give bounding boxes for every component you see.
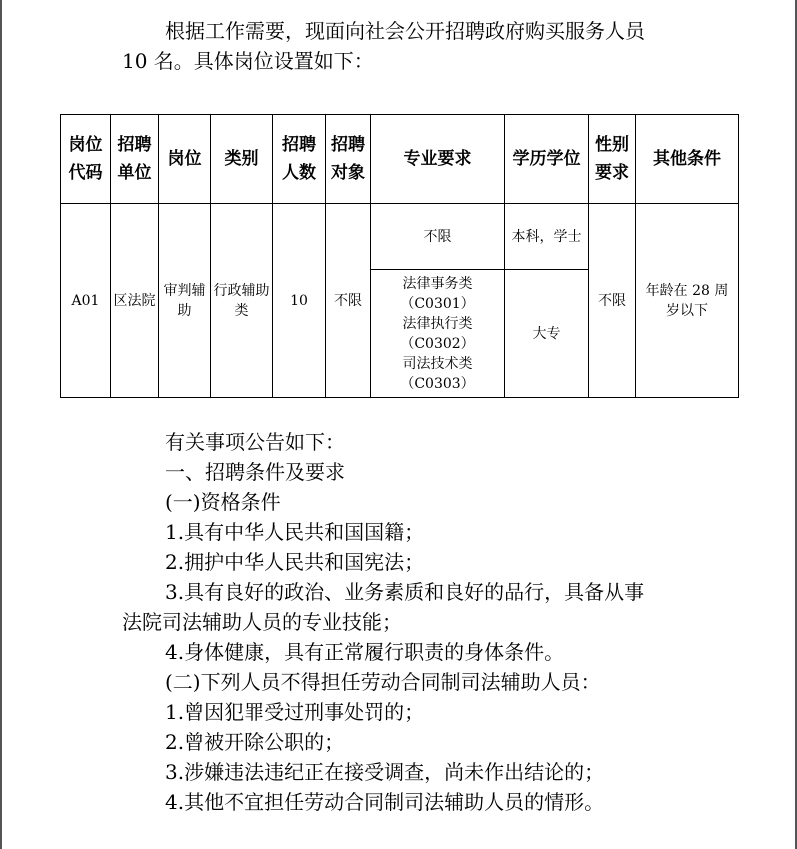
intro-line-2: 10 名。具体岗位设置如下： (122, 49, 374, 73)
list-item-continuation: 法院司法辅助人员的专业技能； (122, 610, 402, 634)
header-position-code: 岗位 代码 (61, 115, 111, 204)
page-edge-left (0, 0, 2, 849)
cell-position-code: A01 (61, 204, 111, 398)
table-row (61, 204, 739, 270)
cell-other: 年龄在 28 周岁以下 (636, 204, 739, 398)
cell-degree-undergrad: 本科，学士 (505, 204, 589, 270)
notice-body (122, 427, 712, 817)
cell-major-undergrad: 不限 (371, 204, 505, 270)
list-item: 3.涉嫌违法违纪正在接受调查，尚未作出结论的； (165, 760, 605, 784)
subsection-qualifications: (一)资格条件 (165, 490, 281, 514)
cell-recruiting-unit: 区法院 (111, 204, 159, 398)
cell-gender: 不限 (589, 204, 636, 398)
header-major: 专业要求 (371, 115, 505, 204)
subsection-exclusions: (二)下列人员不得担任劳动合同制司法辅助人员： (165, 670, 601, 694)
notice-intro: 有关事项公告如下： (165, 430, 345, 454)
list-item: 3.具有良好的政治、业务素质和良好的品行，具备从事 (165, 580, 645, 604)
intro-line-1: 根据工作需要，现面向社会公开招聘政府购买服务人员 (165, 19, 645, 43)
cell-category: 行政辅助类 (211, 204, 273, 398)
header-recruiting-unit: 招聘 单位 (111, 115, 159, 204)
header-position: 岗位 (159, 115, 211, 204)
list-item: 4.身体健康，具有正常履行职责的身体条件。 (165, 640, 565, 664)
header-degree: 学历学位 (505, 115, 589, 204)
intro-paragraph (122, 16, 722, 76)
header-other: 其他条件 (636, 115, 739, 204)
cell-count: 10 (273, 204, 326, 398)
cell-position: 审判辅助 (159, 204, 211, 398)
table-header-row (61, 115, 739, 204)
section-heading-1: 一、招聘条件及要求 (165, 460, 345, 484)
job-positions-table (60, 114, 739, 398)
list-item: 2.拥护中华人民共和国宪法； (165, 550, 425, 574)
header-category: 类别 (211, 115, 273, 204)
list-item: 1.曾因犯罪受过刑事处罚的； (165, 700, 425, 724)
list-item: 2.曾被开除公职的； (165, 730, 345, 754)
cell-target: 不限 (326, 204, 371, 398)
list-item: 1.具有中华人民共和国国籍； (165, 520, 425, 544)
cell-degree-college: 大专 (505, 270, 589, 398)
header-target: 招聘 对象 (326, 115, 371, 204)
header-gender: 性别 要求 (589, 115, 636, 204)
cell-major-college: 法律事务类 （C0301） 法律执行类 （C0302） 司法技术类 （C0303） (371, 270, 505, 398)
list-item: 4.其他不宜担任劳动合同制司法辅助人员的情形。 (165, 790, 605, 814)
header-count: 招聘 人数 (273, 115, 326, 204)
